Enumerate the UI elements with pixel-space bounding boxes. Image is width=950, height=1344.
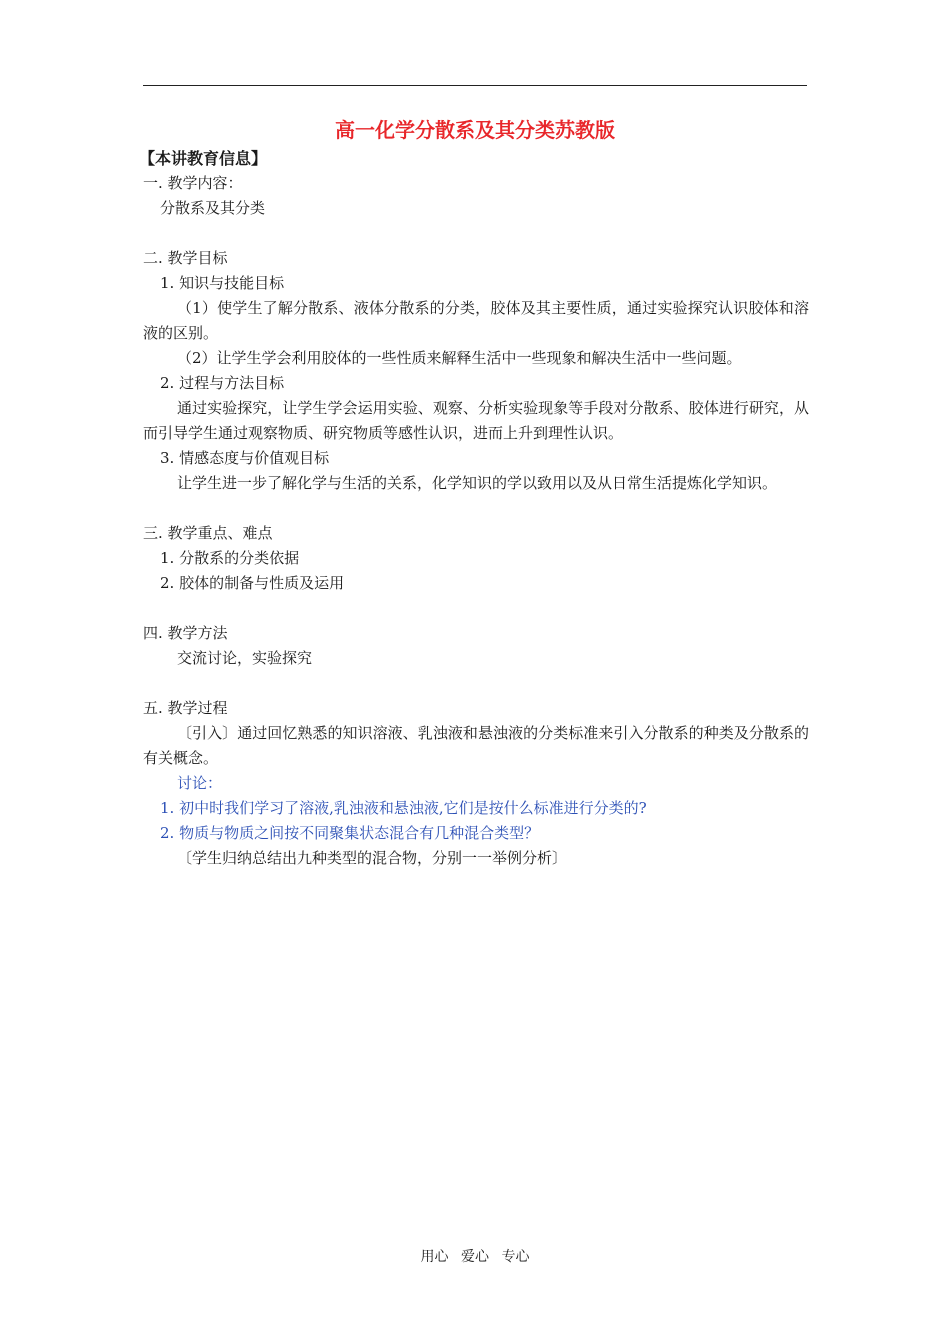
section-2-paragraph-2: （2）让学生学会利用胶体的一些性质来解释生活中一些现象和解决生活中一些问题。 — [177, 349, 742, 367]
section-4-heading: 四. 教学方法 — [143, 624, 228, 642]
spacer — [143, 221, 809, 246]
section-5-heading: 五. 教学过程 — [143, 699, 228, 717]
spacer — [143, 596, 809, 621]
section-5-intro: 〔引入〕通过回忆熟悉的知识溶液、乳浊液和悬浊液的分类标准来引入分散系的种类及分散系的有关概念。 — [143, 724, 809, 767]
section-2-heading: 二. 教学目标 — [143, 249, 228, 267]
header-rule — [143, 85, 807, 86]
info-heading: 【本讲教育信息】 — [139, 149, 268, 168]
page-footer: 用心 爱心 专心 — [420, 1249, 530, 1265]
document-body — [139, 146, 809, 871]
discussion-label: 讨论： — [177, 774, 223, 792]
section-2-paragraph-3: 通过实验探究，让学生学会运用实验、观察、分析实验现象等手段对分散系、胶体进行研究，从而引导学生通过观察物质、研究物质等感性认识，进而上升到理性认识。 — [143, 399, 809, 442]
section-3-heading: 三. 教学重点、难点 — [143, 524, 273, 542]
section-2-paragraph-4: 让学生进一步了解化学与生活的关系，化学知识的学以致用以及从日常生活提炼化学知识。 — [177, 474, 778, 492]
discussion-question-2: 2. 物质与物质之间按不同聚集状态混合有几种混合类型？ — [160, 824, 540, 842]
spacer — [143, 496, 809, 521]
document-title: 高一化学分散系及其分类苏教版 — [335, 118, 615, 142]
section-1-content: 分散系及其分类 — [160, 199, 266, 217]
section-1-heading: 一. 教学内容： — [143, 174, 243, 192]
section-2-sub-3: 3. 情感态度与价值观目标 — [160, 449, 330, 467]
section-2-sub-2: 2. 过程与方法目标 — [160, 374, 285, 392]
section-3-item-1: 1. 分散系的分类依据 — [160, 549, 300, 567]
section-2-sub-1: 1. 知识与技能目标 — [160, 274, 285, 292]
section-3-item-2: 2. 胶体的制备与性质及运用 — [160, 574, 345, 592]
section-5-summary: 〔学生归纳总结出九种类型的混合物，分别一一举例分析〕 — [177, 849, 568, 867]
section-2-paragraph-1: （1）使学生了解分散系、液体分散系的分类，胶体及其主要性质，通过实验探究认识胶体和溶液的区别。 — [143, 299, 809, 342]
discussion-question-1: 1. 初中时我们学习了溶液,乳浊液和悬浊液,它们是按什么标准进行分类的? — [160, 799, 647, 817]
section-4-content: 交流讨论，实验探究 — [177, 649, 313, 667]
spacer — [143, 671, 809, 696]
